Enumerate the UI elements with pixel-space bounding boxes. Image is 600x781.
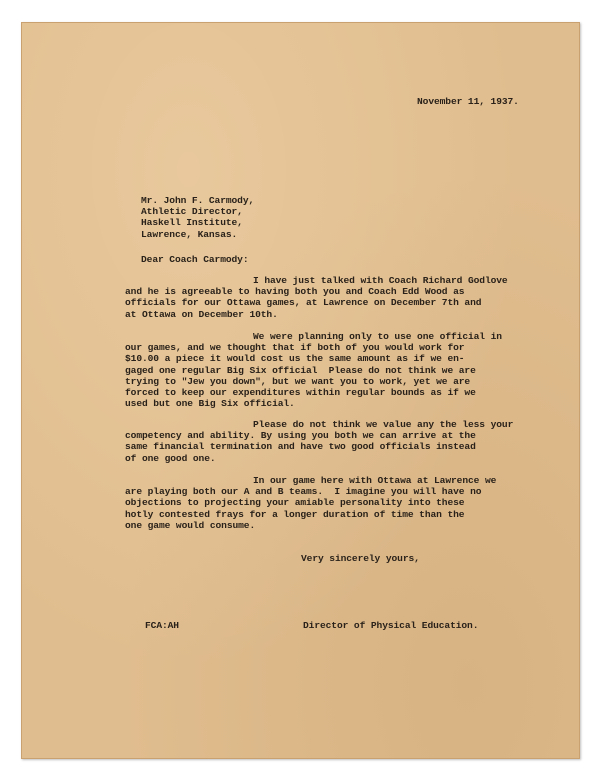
paragraph-line: trying to "Jew you down", but we want you to work, yet we are [125, 375, 471, 387]
paragraph-line: used but one Big Six official. [125, 398, 295, 410]
paragraph-line: officials for our Ottawa games, at Lawrence on December 7th and [125, 297, 482, 309]
recipient-address [141, 195, 254, 240]
paragraph-line: forced to keep our expenditures within regular bounds as if we [125, 387, 476, 399]
body-paragraph-4 [125, 475, 496, 531]
paragraph-line: at Ottawa on December 10th. [125, 308, 278, 320]
paragraph-line: In our game here with Ottawa at Lawrence we [253, 475, 497, 486]
signature-title: Director of Physical Education. [303, 620, 479, 631]
paragraph-line: We were planning only to use one official in [253, 331, 502, 342]
paragraph-line: same financial termination and have two good officials instead [125, 441, 476, 453]
body-paragraph-1 [125, 275, 508, 320]
letter-page [21, 22, 580, 759]
recipient-line: Lawrence, Kansas. [141, 228, 238, 240]
paragraph-line: of one good one. [125, 452, 216, 464]
letter-date: November 11, 1937. [417, 96, 519, 107]
typist-initials: FCA:AH [145, 620, 179, 631]
body-paragraph-3 [125, 419, 513, 464]
paragraph-line: $10.00 a piece it would cost us the same amount as if we en- [125, 353, 465, 365]
paragraph-line: competency and ability. By using you both we can arrive at the [125, 430, 476, 442]
recipient-line: Mr. John F. Carmody, [141, 195, 255, 206]
paragraph-line: Please do not think we value any the less your [253, 419, 514, 430]
paragraph-line: are playing both our A and B teams. I imagine you will have no [125, 486, 482, 498]
recipient-line: Athletic Director, [141, 206, 243, 218]
closing: Very sincerely yours, [301, 553, 420, 564]
paragraph-line: I have just talked with Coach Richard Godlove [253, 275, 508, 286]
paragraph-line: and he is agreeable to having both you and Coach Edd Wood as [125, 286, 465, 298]
paragraph-line: objections to projecting your amiable personality into these [125, 497, 465, 509]
paragraph-line: one game would consume. [125, 519, 256, 531]
body-paragraph-2 [125, 331, 502, 409]
recipient-line: Haskell Institute, [141, 217, 243, 229]
salutation: Dear Coach Carmody: [141, 254, 249, 265]
paragraph-line: hotly contested frays for a longer duration of time than the [125, 508, 465, 520]
paragraph-line: gaged one regular Big Six official Please do not think we are [125, 364, 476, 376]
paragraph-line: our games, and we thought that if both of you would work for [125, 342, 465, 354]
